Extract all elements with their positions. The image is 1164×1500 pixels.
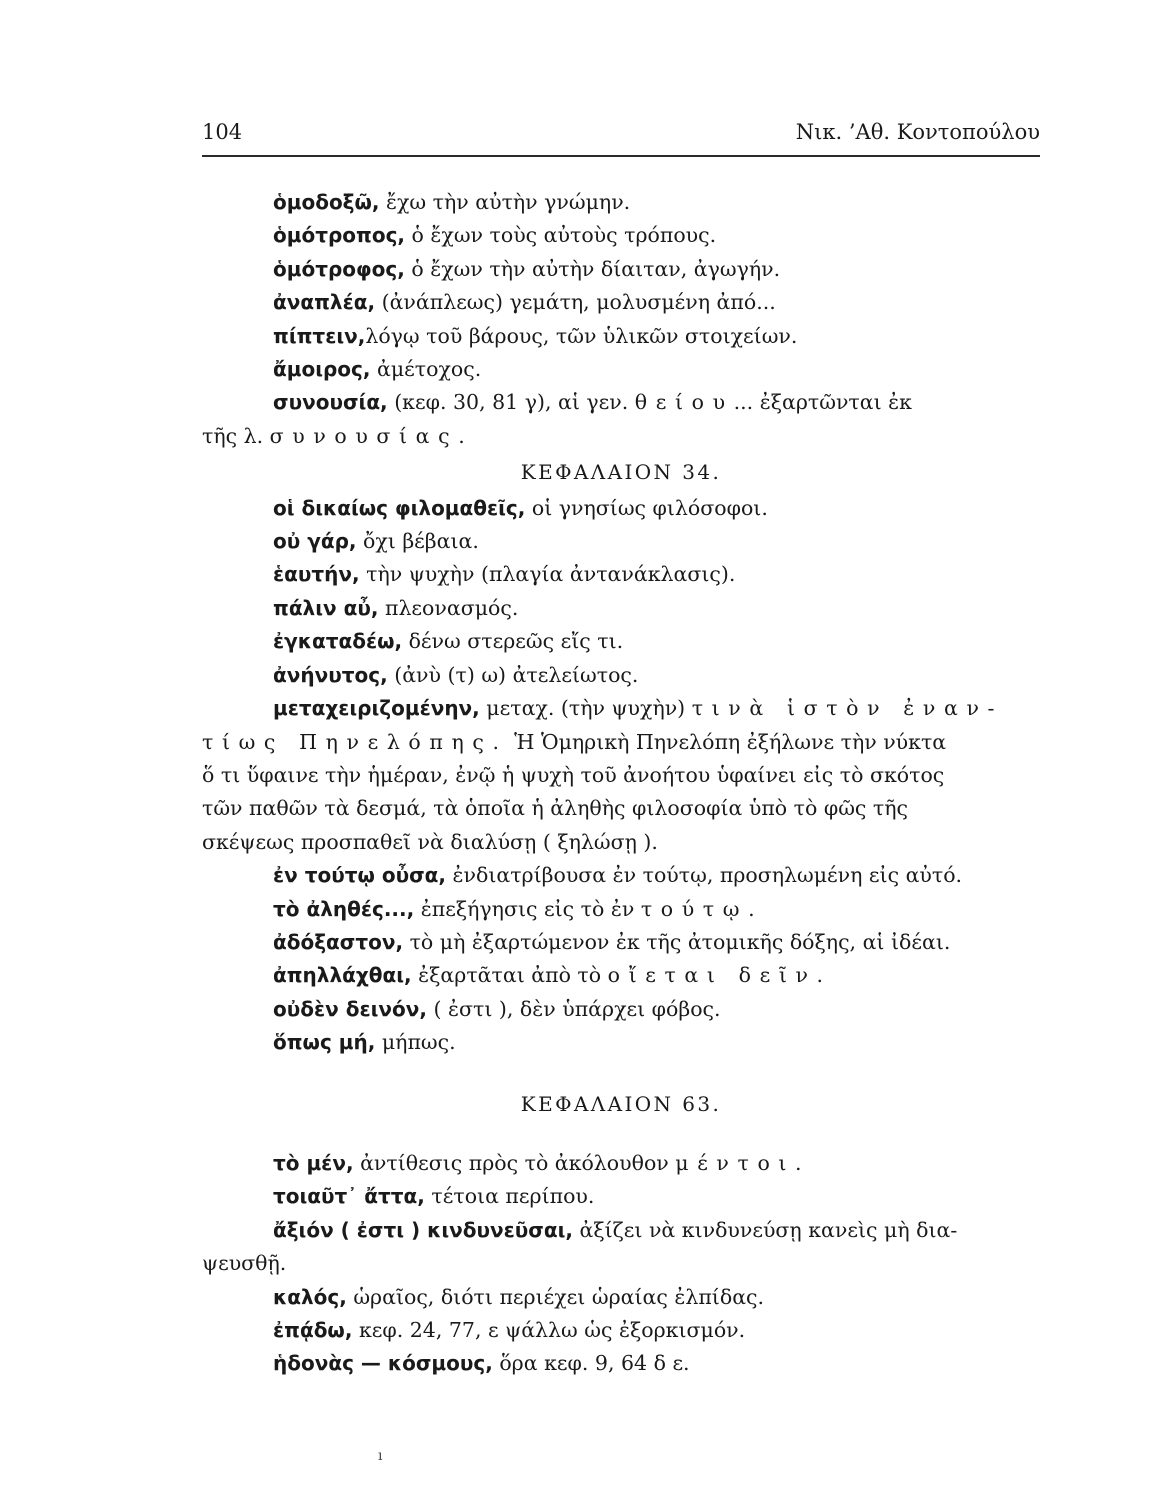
entry-continuation: τῶν παθῶν τὰ δεσμά, τὰ ὁποῖα ἡ ἀληθὴς φιλοσοφία ὑπὸ τὸ φῶς τῆς (202, 796, 909, 821)
glossary-entry (202, 926, 1040, 959)
glossary-entry (202, 492, 1040, 525)
entry-term: ἐν τούτῳ οὖσα, (273, 863, 446, 888)
glossary-entry (202, 219, 1040, 252)
entry-definition: ( ἐστι ), δὲν ὑπάρχει φόβος. (426, 996, 721, 1021)
running-title: Νικ. ’Αθ. Κοντοπούλου (795, 120, 1040, 144)
glossary-entry (202, 592, 1040, 625)
footer-mark: ı (378, 1448, 383, 1464)
glossary-entry (202, 959, 1040, 992)
entry-term: συνουσία, (273, 390, 388, 415)
spaced-word: συνουσίας. (269, 423, 474, 448)
entry-term: ἀναπλέα, (273, 290, 376, 315)
page-header (202, 120, 1040, 150)
chapter-heading: ΚΕΦΑΛΑΙΟΝ 34. (520, 460, 722, 485)
glossary-entry (202, 320, 1040, 353)
spaced-word: τίως Πηνελόπης. (202, 729, 508, 754)
entry-term: ὁμότροφος, (273, 256, 405, 281)
entry-definition: ὡραῖος, διότι περιέχει ὡραίας ἐλπίδας. (346, 1284, 765, 1309)
entry-definition: ὄχι βέβαια. (356, 529, 479, 554)
entry-term: ἡδονὰς — κόσμους, (273, 1351, 493, 1376)
glossary-entry (202, 386, 1040, 419)
entry-definition: τὴν ψυχὴν (πλαγία ἀντανάκλασις). (359, 562, 736, 587)
entry-term: οὐ γάρ, (273, 529, 357, 554)
entry-definition: ἔχω τὴν αὐτὴν γνώμην. (379, 190, 631, 214)
glossary-entry (202, 1314, 1040, 1347)
glossary-entry (202, 893, 1040, 926)
entry-continuation (202, 726, 1040, 759)
entry-definition: ... ἐξαρτῶνται ἐκ (733, 390, 912, 415)
entry-definition: λόγῳ τοῦ βάρους, τῶν ὑλικῶν στοιχείων. (365, 323, 798, 348)
entry-term: κινδυνεῦσαι, (427, 1217, 573, 1242)
entry-definition: (ἀνάπλεως) γεμάτη, μολυσμένη ἀπό... (375, 290, 776, 315)
glossary-entry (202, 659, 1040, 692)
entry-term: πάλιν αὖ, (273, 595, 379, 620)
continuation-text: τῆς λ. (202, 423, 270, 448)
entry-term: ὁμότροπος, (273, 223, 406, 248)
glossary-entry (202, 1281, 1040, 1314)
entry-definition: μήπως. (375, 1030, 456, 1055)
entry-term: πίπτειν, (273, 323, 366, 348)
entry-term: καλός, (273, 1284, 347, 1309)
spaced-word: τούτῳ. (640, 896, 764, 921)
entry-term: οἱ δικαίως φιλομαθεῖς, (273, 495, 526, 520)
glossary-entry (202, 1347, 1040, 1380)
entry-definition: ἀμέτοχος. (370, 357, 482, 382)
glossary-content (202, 186, 1040, 1381)
entry-continuation: σκέψεως προσπαθεῖ νὰ διαλύσῃ ( ξηλώσῃ ). (202, 829, 658, 854)
glossary-entry (202, 525, 1040, 558)
entry-term: μεταχειριζομένην, (273, 696, 480, 721)
continuation-text: Ἡ Ὁμηρικὴ Πηνελόπη ἐξήλωνε τὴν νύκτα (507, 729, 947, 754)
glossary-entry (202, 692, 1040, 725)
entry-definition: οἱ γνησίως φιλόσοφοι. (525, 495, 768, 520)
glossary-entry (202, 625, 1040, 658)
entry-definition: ὁ ἔχων τὴν αὐτὴν δίαιταν, ἀγωγήν. (404, 256, 781, 281)
page-number: 104 (202, 120, 243, 144)
entry-definition: ἀξίζει νὰ κινδυνεύσῃ κανεὶς μὴ δια- (572, 1217, 958, 1242)
entry-definition: μεταχ. (τὴν ψυχὴν) (479, 696, 692, 721)
entry-definition: (κεφ. 30, 81 γ), αἱ γεν. (387, 390, 635, 415)
entry-term: ἀδόξαστον, (273, 929, 404, 954)
entry-term: ἀνήνυτος, (273, 662, 388, 687)
chapter-heading: ΚΕΦΑΛΑΙΟΝ 63. (520, 1091, 722, 1116)
spaced-word: θείου (634, 390, 734, 415)
entry-continuation: ψευσθῇ. (202, 1251, 287, 1276)
glossary-entry (202, 186, 1040, 219)
entry-term: ὅπως μή, (273, 1030, 376, 1055)
entry-term: ἑαυτήν, (273, 562, 360, 587)
spaced-word: τινὰ ἱστὸν ἐναν- (691, 696, 1004, 721)
entry-term-prefix: ἄξιόν ( ἐστι ) (273, 1217, 428, 1242)
entry-definition: ἀντίθεσις πρὸς τὸ ἀκόλουθον (353, 1150, 676, 1175)
entry-definition: πλεονασμός. (378, 595, 519, 620)
spaced-word: οἴεται δεῖν. (607, 963, 832, 988)
entry-term: ὁμοδοξῶ, (273, 190, 380, 214)
glossary-entry (202, 1147, 1040, 1180)
entry-definition: (ἀνὺ (τ) ω) ἀτελείωτος. (387, 662, 639, 687)
spaced-word: μέντοι. (675, 1150, 811, 1175)
entry-term: τοιαῦτ᾽ ἄττα, (273, 1184, 425, 1209)
entry-term: τὸ μέν, (273, 1150, 354, 1175)
entry-definition: ἐξαρτᾶται ἀπὸ τὸ (411, 963, 608, 988)
glossary-entry (202, 1180, 1040, 1213)
entry-definition: κεφ. 24, 77, ε ψάλλω ὡς ἐξορκισμόν. (352, 1318, 746, 1342)
glossary-entry (202, 1026, 1040, 1059)
entry-continuation (202, 420, 1040, 453)
glossary-entry (202, 253, 1040, 286)
glossary-entry (202, 1214, 1040, 1247)
entry-definition: ὅρα κεφ. 9, 64 δ ε. (492, 1351, 690, 1376)
entry-definition: τὸ μὴ ἐξαρτώμενον ἐκ τῆς ἀτομικῆς δόξης, αἱ ἰδέαι. (403, 929, 951, 954)
glossary-entry (202, 558, 1040, 591)
glossary-entry (202, 993, 1040, 1026)
glossary-entry (202, 859, 1040, 892)
entry-definition: ἐπεξήγησις εἰς τὸ ἐν (414, 896, 641, 921)
entry-term: ἄμοιρος, (273, 357, 371, 382)
entry-continuation: ὅ τι ὕφαινε τὴν ἡμέραν, ἐνῷ ἡ ψυχὴ τοῦ ἀνοήτου ὑφαίνει εἰς τὸ σκότος (202, 762, 945, 787)
glossary-entry (202, 353, 1040, 386)
glossary-entry (202, 286, 1040, 319)
entry-definition: τέτοια περίπου. (424, 1184, 595, 1209)
entry-term: ἀπηλλάχθαι, (273, 963, 412, 988)
entry-definition: ἐνδιατρίβουσα ἐν τούτῳ, προσηλωμένη εἰς αὐτό. (446, 863, 963, 888)
header-rule (202, 155, 1040, 157)
entry-term: τὸ ἀληθές..., (273, 896, 415, 921)
entry-term: οὐδὲν δεινόν, (273, 996, 427, 1021)
entry-definition: δένω στερεῶς εἴς τι. (402, 629, 624, 654)
entry-term: ἐπᾴδω, (273, 1318, 353, 1342)
entry-definition: ὁ ἔχων τοὺς αὐτοὺς τρόπους. (405, 223, 717, 248)
entry-term: ἐγκαταδέω, (273, 629, 403, 654)
